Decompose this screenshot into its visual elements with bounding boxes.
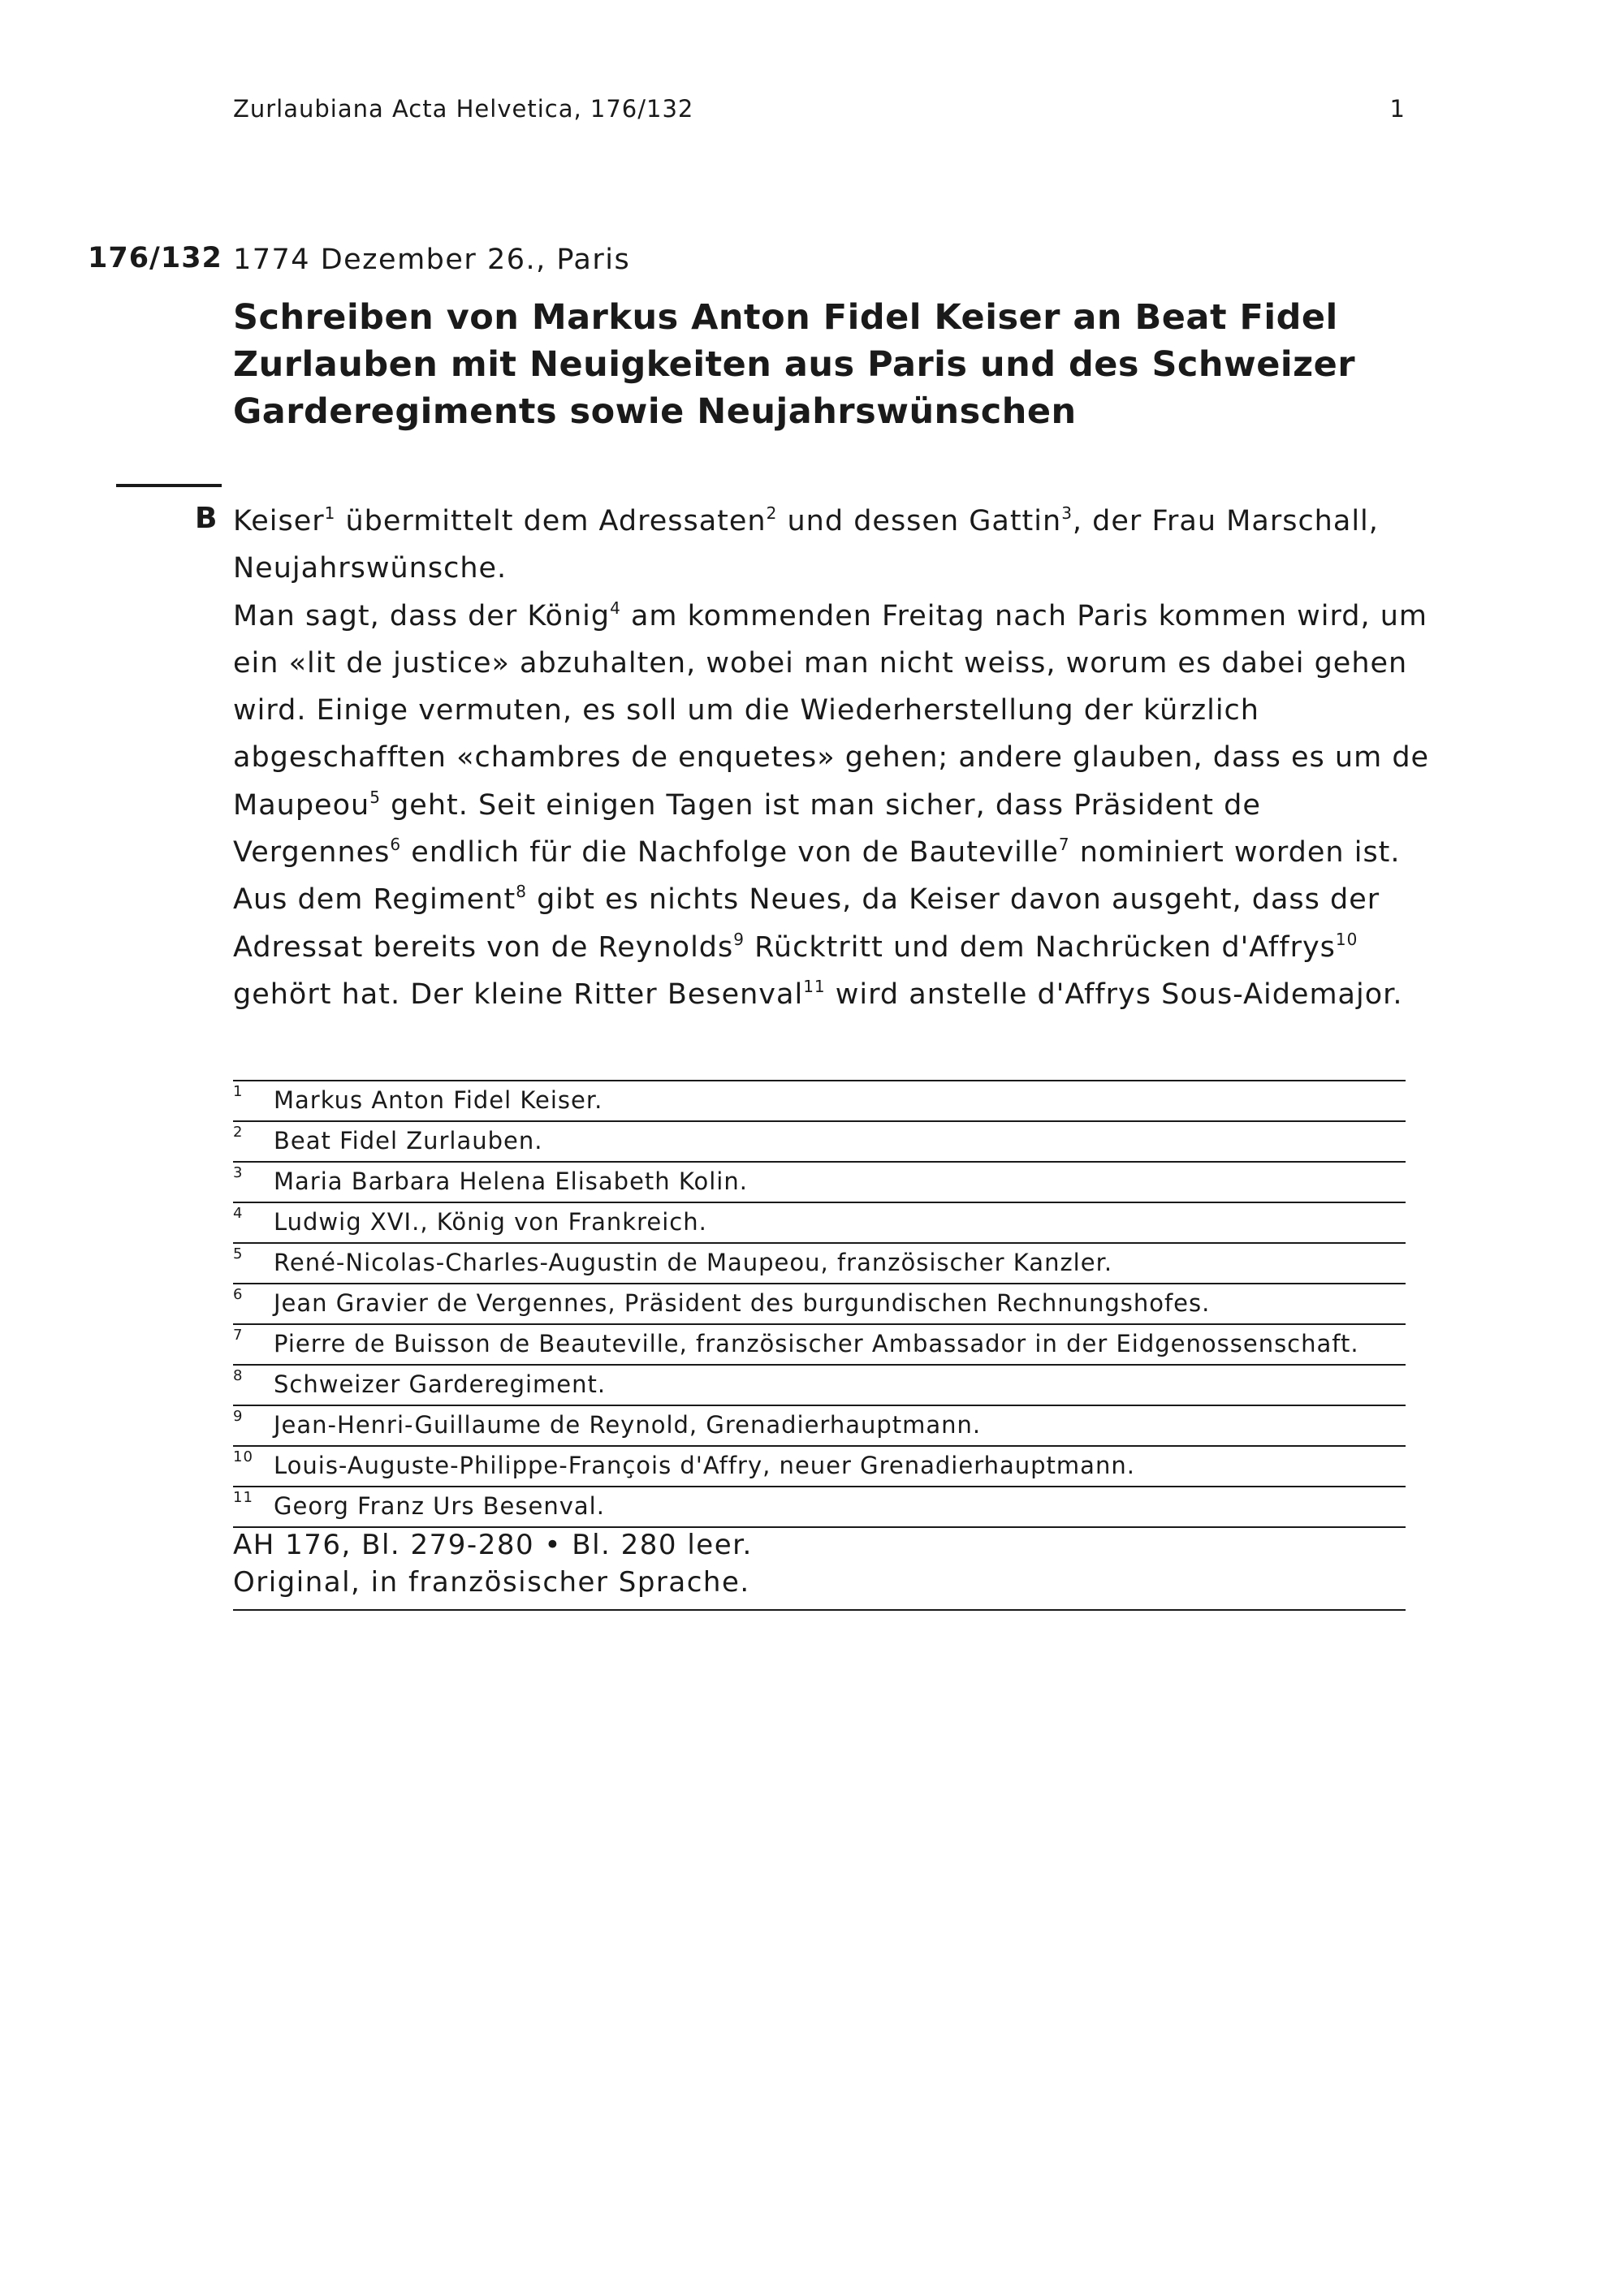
- footnote-row: [233, 1447, 1406, 1487]
- footnote-row: [233, 1487, 1406, 1528]
- footnote-row: [233, 1203, 1406, 1244]
- summary-line: Neujahrswünsche.: [233, 552, 508, 585]
- text: übermittelt dem Adressaten: [345, 505, 767, 537]
- text: endlich für die Nachfolge von de Bauteville: [411, 836, 1059, 870]
- footnote-row: [233, 1284, 1406, 1325]
- text: Man sagt, dass der König: [233, 599, 611, 632]
- footnote-number: 1: [233, 1083, 244, 1100]
- footnote-number: 2: [233, 1124, 244, 1141]
- summary-line: [233, 971, 1419, 1018]
- footnote-row: [233, 1244, 1406, 1284]
- footnote-row: [233, 1406, 1406, 1447]
- footnote-number: 8: [233, 1367, 244, 1384]
- summary-text: [233, 498, 1430, 1018]
- footnote-ref[interactable]: 8: [516, 882, 527, 902]
- footnote-ref[interactable]: 11: [803, 976, 826, 996]
- text: Rücktritt und dem Nachrücken d'Affrys: [754, 930, 1336, 964]
- text: nominiert worden ist.: [1079, 836, 1401, 870]
- text: Maupeou: [233, 788, 370, 822]
- footnote-ref[interactable]: 10: [1335, 929, 1358, 949]
- summary-line: [233, 498, 1419, 545]
- footnote-row: [233, 1163, 1406, 1203]
- footnote-text: Markus Anton Fidel Keiser.: [274, 1086, 603, 1114]
- footnote-text: René-Nicolas-Charles-Augustin de Maupeou, französischer Kanzler.: [274, 1249, 1113, 1276]
- summary-line: abgeschafften «chambres de enquetes» gehen; andere glauben, dass es um de: [233, 741, 1430, 775]
- title-line: Schreiben von Markus Anton Fidel Keiser an Beat Fidel: [233, 297, 1338, 338]
- text: geht. Seit einigen Tagen ist man sicher, dass Präsident de: [391, 788, 1261, 822]
- footnote-number: 4: [233, 1205, 244, 1222]
- running-head: Zurlaubiana Acta Helvetica, 176/132: [233, 95, 694, 123]
- summary-line: [233, 876, 1419, 923]
- footnote-row: [233, 1122, 1406, 1163]
- footnote-ref[interactable]: 4: [610, 598, 621, 618]
- footnote-ref[interactable]: 7: [1058, 835, 1070, 855]
- document-number: 176/132: [88, 242, 222, 274]
- summary-line: [233, 782, 1419, 829]
- summary-line: [233, 829, 1419, 876]
- section-rule: [116, 484, 222, 487]
- footnote-text: Pierre de Buisson de Beauteville, französischer Ambassador in der Eidgenossenschaft.: [274, 1330, 1359, 1357]
- footnote-number: 10: [233, 1448, 253, 1465]
- title-line: Garderegiments sowie Neujahrswünschen: [233, 391, 1077, 432]
- document-date-place: 1774 Dezember 26., Paris: [233, 244, 631, 276]
- text: Keiser: [233, 505, 325, 537]
- text: , der Frau Marschall,: [1072, 505, 1379, 537]
- footnote-text: Jean-Henri-Guillaume de Reynold, Grenadierhauptmann.: [274, 1411, 982, 1439]
- footnote-number: 3: [233, 1164, 244, 1181]
- footnote-text: Ludwig XVI., König von Frankreich.: [274, 1208, 707, 1236]
- summary-line: wird. Einige vermuten, es soll um die Wiederherstellung der kürzlich: [233, 694, 1259, 727]
- section-letter: B: [195, 502, 218, 535]
- page-number: 1: [1389, 95, 1405, 123]
- source-line: Original, in französischer Sprache.: [233, 1566, 750, 1599]
- footnote-ref[interactable]: 2: [766, 503, 778, 523]
- footnote-row: [233, 1325, 1406, 1366]
- footnote-text: Georg Franz Urs Besenval.: [274, 1492, 605, 1520]
- footnote-text: Louis-Auguste-Philippe-François d'Affry, neuer Grenadierhauptmann.: [274, 1452, 1135, 1479]
- footnote-text: Jean Gravier de Vergennes, Präsident des burgundischen Rechnungshofes.: [274, 1289, 1211, 1317]
- footnote-ref[interactable]: 6: [390, 835, 402, 855]
- summary-line: [233, 593, 1427, 640]
- footnote-number: 6: [233, 1286, 244, 1303]
- footnote-ref[interactable]: 9: [733, 929, 745, 949]
- footnote-text: Beat Fidel Zurlauben.: [274, 1127, 543, 1154]
- footnotes-table: [233, 1080, 1406, 1528]
- text: am kommenden Freitag nach Paris kommen wird, um: [630, 599, 1427, 632]
- footnote-row: [233, 1081, 1406, 1122]
- text: Vergennes: [233, 836, 391, 870]
- footnote-number: 7: [233, 1327, 244, 1344]
- text: und dessen Gattin: [787, 505, 1062, 537]
- footnote-number: 11: [233, 1489, 253, 1506]
- footnote-text: Schweizer Garderegiment.: [274, 1370, 607, 1398]
- source-line: AH 176, Bl. 279-280 • Bl. 280 leer.: [233, 1529, 753, 1561]
- summary-line: [233, 924, 1419, 971]
- text: wird anstelle d'Affrys Sous-Aidemajor.: [835, 978, 1403, 1011]
- summary-line: ein «lit de justice» abzuhalten, wobei man nicht weiss, worum es dabei gehen: [233, 646, 1408, 680]
- footnote-row: [233, 1366, 1406, 1406]
- footnote-number: 5: [233, 1245, 244, 1262]
- footnote-ref[interactable]: 1: [324, 503, 336, 523]
- title-line: Zurlauben mit Neuigkeiten aus Paris und des Schweizer: [233, 344, 1356, 385]
- text: gibt es nichts Neues, da Keiser davon ausgeht, dass der: [537, 883, 1380, 917]
- text: gehört hat. Der kleine Ritter Besenval: [233, 978, 804, 1011]
- footnote-text: Maria Barbara Helena Elisabeth Kolin.: [274, 1167, 748, 1195]
- footnote-number: 9: [233, 1408, 244, 1425]
- footnote-ref[interactable]: 3: [1061, 503, 1073, 523]
- document-title: [233, 294, 1419, 435]
- footnote-ref[interactable]: 5: [369, 787, 381, 807]
- text: Adressat bereits von de Reynolds: [233, 930, 734, 964]
- source-note: [233, 1526, 1406, 1611]
- text: Aus dem Regiment: [233, 883, 516, 917]
